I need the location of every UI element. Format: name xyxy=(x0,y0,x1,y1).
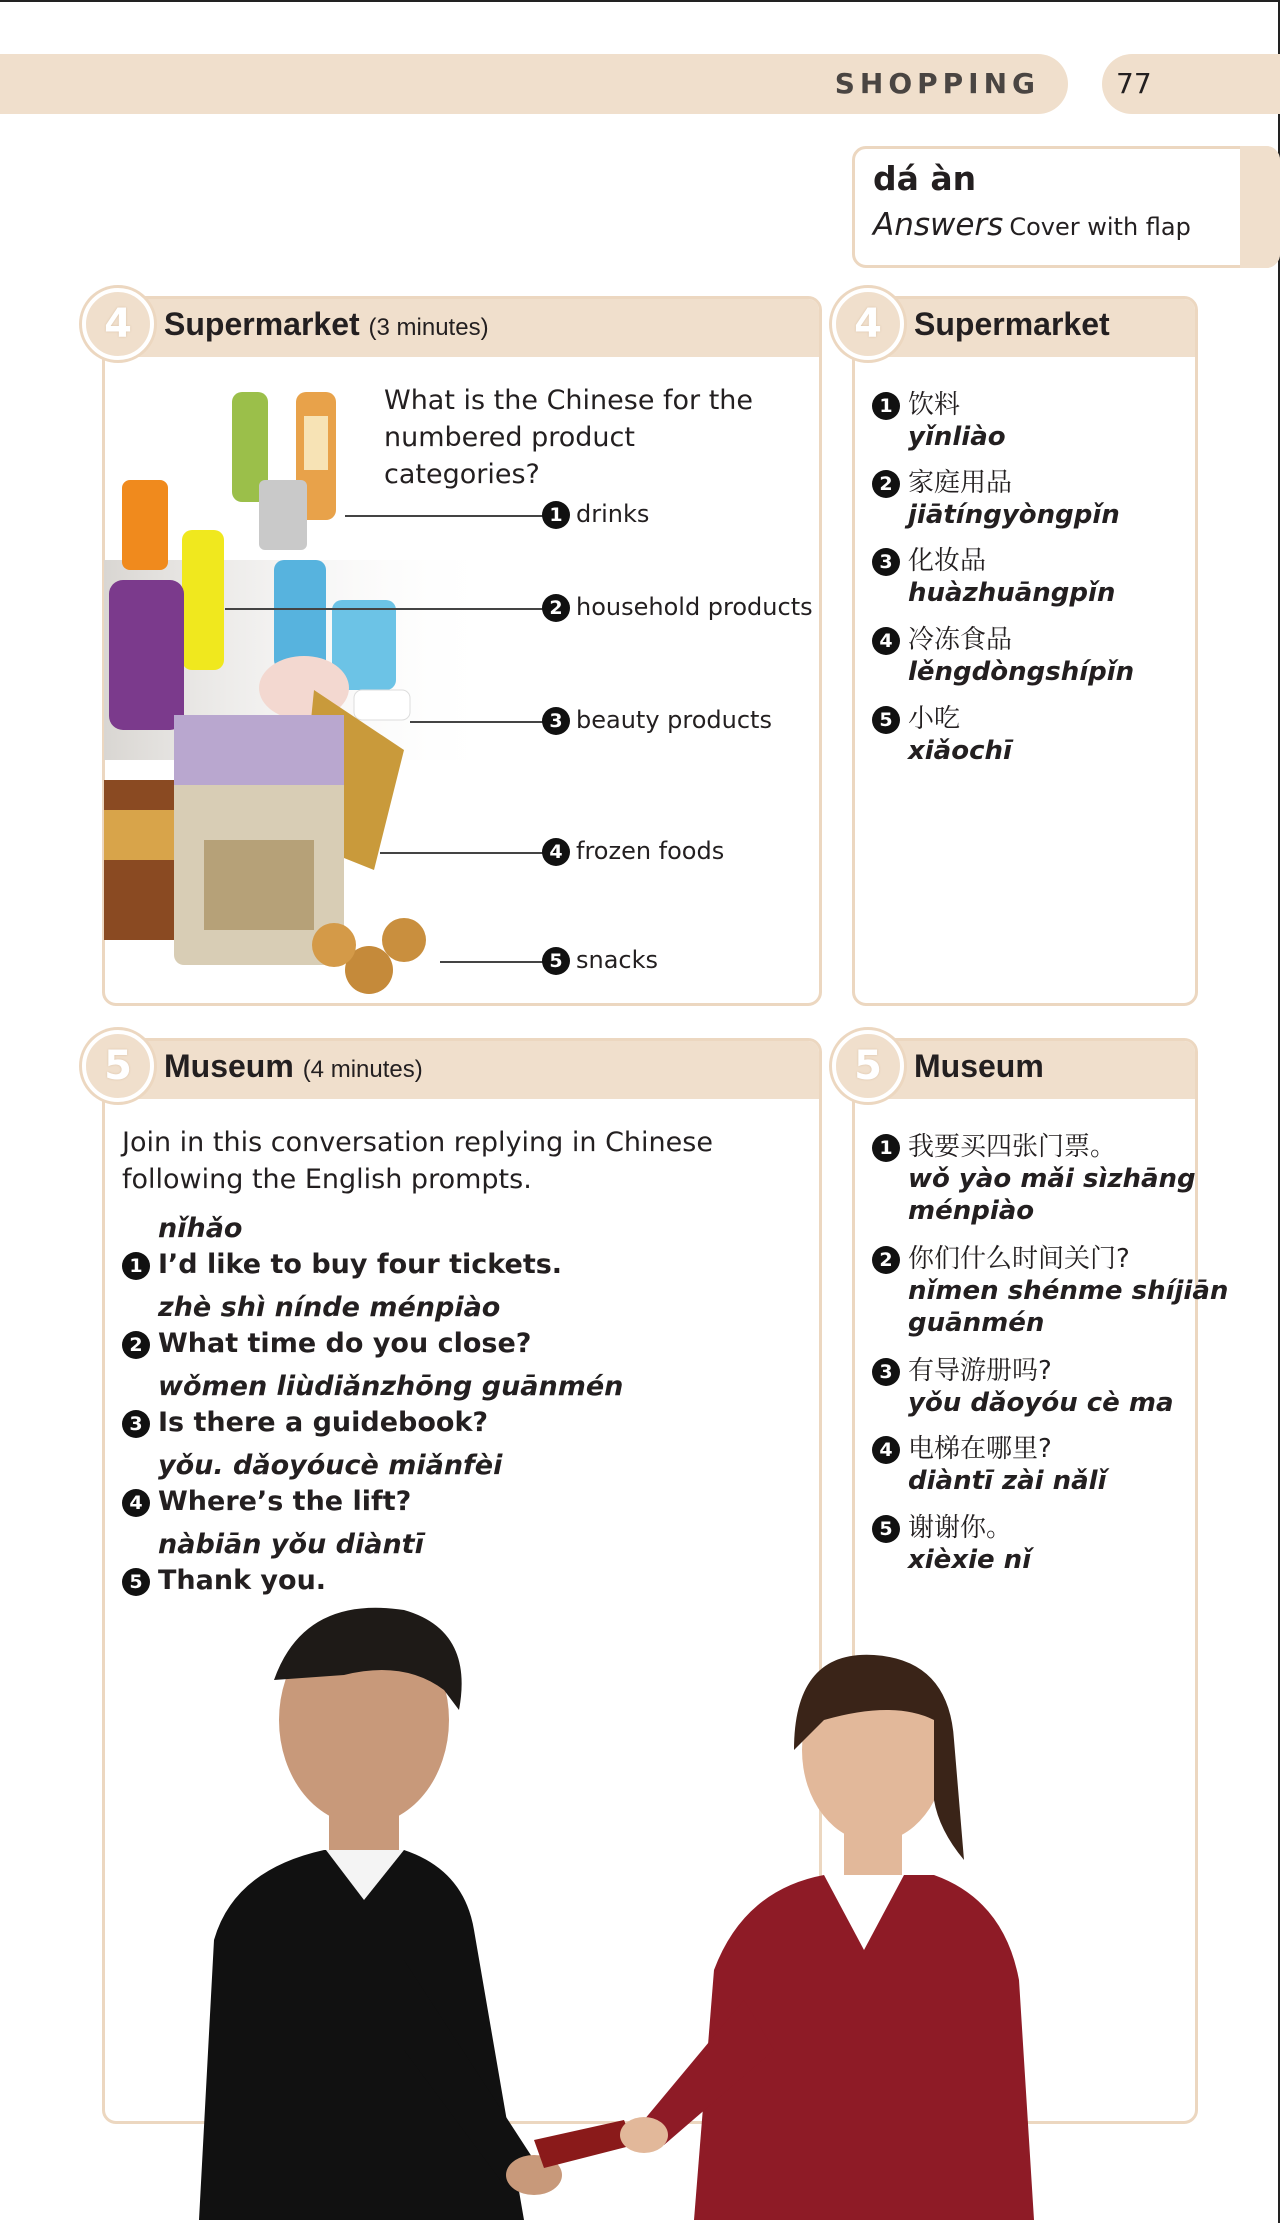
category-3-label: 3 beauty products xyxy=(542,706,772,735)
exercise-5-title: Museum (4 minutes) xyxy=(164,1048,423,1084)
answer-4-2: 2 家庭用品 jiātíngyòngpǐn xyxy=(872,462,1120,531)
exercise-4-title: Supermarket (3 minutes) xyxy=(164,306,489,342)
answers-title: Answers xyxy=(873,207,1004,243)
flap-tab xyxy=(1240,146,1280,268)
dialogue-prompt-4: 4 Where’s the lift? xyxy=(122,1486,411,1517)
answer-4-5: 5 小吃 xiǎochī xyxy=(872,698,1012,767)
category-4-line xyxy=(380,852,545,854)
category-5-line xyxy=(440,961,545,963)
page-number: 77 xyxy=(1116,67,1152,100)
answers-heading xyxy=(873,207,1191,243)
category-3-line xyxy=(410,721,545,723)
answers-5-title: Museum xyxy=(914,1048,1044,1084)
dialogue-line-1: nǐhǎo xyxy=(158,1213,243,1244)
running-header xyxy=(0,54,1068,114)
answer-5-5: 5 谢谢你。 xièxie nǐ xyxy=(872,1507,1031,1576)
dialogue-prompt-1: 1 I’d like to buy four tickets. xyxy=(122,1249,562,1280)
exercise-4-duration: (3 minutes) xyxy=(368,314,489,341)
exercise-5-duration: (4 minutes) xyxy=(302,1056,423,1083)
dialogue-prompt-5: 5 Thank you. xyxy=(122,1565,326,1596)
category-2-label: 2 household products xyxy=(542,593,813,622)
dialogue-line-5: nàbiān yǒu diàntī xyxy=(158,1529,424,1560)
category-1-line xyxy=(345,515,545,517)
answers-4-number: 4 xyxy=(832,288,904,360)
dialogue-line-3: wǒmen liùdiǎnzhōng guānmén xyxy=(158,1371,624,1402)
category-1-label: 1 drinks xyxy=(542,500,649,529)
supermarket-products-image xyxy=(104,370,499,998)
category-2-line xyxy=(225,608,545,610)
category-4-label: 4 frozen foods xyxy=(542,837,724,866)
answers-4-title: Supermarket xyxy=(914,306,1110,342)
exercise-5-prompt: Join in this conversation replying in Chinese following the English prompts. xyxy=(122,1127,713,1195)
dialogue-prompt-2: 2 What time do you close? xyxy=(122,1328,531,1359)
answers-5-number: 5 xyxy=(832,1030,904,1102)
answer-5-2: 2 你们什么时间关门? nǐmen shénme shíjiān guānmén xyxy=(872,1238,1228,1339)
answer-4-4: 4 冷冻食品 lěngdòngshípǐn xyxy=(872,619,1134,688)
page-number-tab xyxy=(1102,54,1280,114)
page-top-border xyxy=(0,0,1280,2)
answer-4-3: 3 化妆品 huàzhuāngpǐn xyxy=(872,540,1115,609)
answer-4-1: 1 饮料 yǐnliào xyxy=(872,384,1006,453)
dialogue-prompt-3: 3 Is there a guidebook? xyxy=(122,1407,488,1438)
section-title: SHOPPING xyxy=(834,67,1040,100)
answer-5-3: 3 有导游册吗? yǒu dǎoyóu cè ma xyxy=(872,1350,1174,1419)
answers-flap-label xyxy=(852,146,1280,268)
exercise-4-number: 4 xyxy=(82,288,154,360)
dialogue-line-4: yǒu. dǎoyóucè miǎnfèi xyxy=(158,1450,503,1481)
answers-pinyin: dá àn xyxy=(873,159,977,198)
answers-note: Cover with flap xyxy=(1009,213,1191,241)
museum-ticket-photo xyxy=(104,1600,1104,2223)
answer-5-1: 1 我要买四张门票。 wǒ yào mǎi sìzhāng ménpiào xyxy=(872,1126,1196,1227)
dialogue-line-2: zhè shì nínde ménpiào xyxy=(158,1292,501,1323)
exercise-5-number: 5 xyxy=(82,1030,154,1102)
exercise-4-prompt: What is the Chinese for the numbered product categories? xyxy=(384,385,754,490)
answer-5-4: 4 电梯在哪里? diàntī zài nǎlǐ xyxy=(872,1428,1107,1497)
category-5-label: 5 snacks xyxy=(542,946,658,975)
